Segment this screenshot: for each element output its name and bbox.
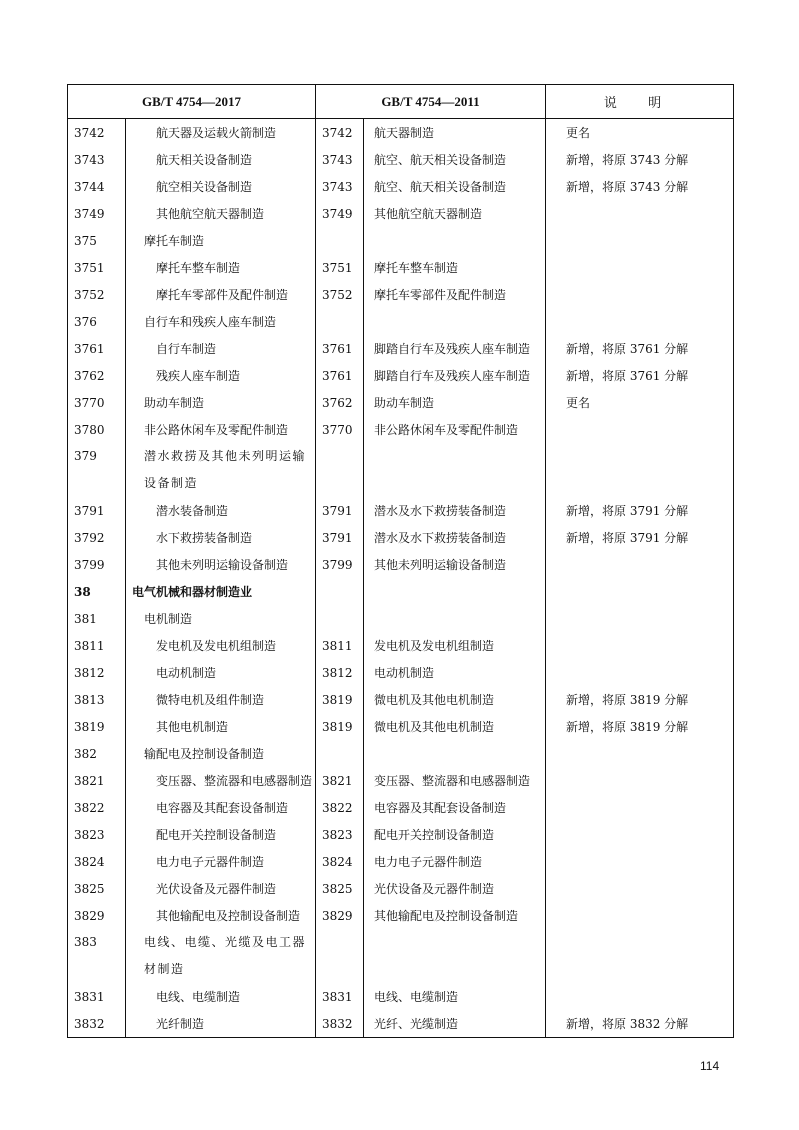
code-2017: 3813 [68,686,126,713]
name-2011: 潜水及水下救捞装备制造 [364,497,546,524]
name-2011: 配电开关控制设备制造 [364,821,546,848]
table-row [68,578,734,605]
name-2017: 光伏设备及元器件制造 [126,875,316,902]
name-2011: 其他未列明运输设备制造 [364,551,546,578]
code-2011: 3749 [316,200,364,227]
note [546,821,734,848]
note [546,605,734,632]
name-2017: 电线、电缆制造 [126,983,316,1010]
name-2011: 潜水及水下救捞装备制造 [364,524,546,551]
table-row [68,983,734,1010]
code-2017: 3791 [68,497,126,524]
table-row [68,281,734,308]
code-2011: 3831 [316,983,364,1010]
name-2011: 其他航空航天器制造 [364,200,546,227]
table-row [68,821,734,848]
name-2011: 助动车制造 [364,389,546,416]
table-row [68,308,734,335]
name-2011: 脚踏自行车及残疾人座车制造 [364,362,546,389]
table-row [68,497,734,524]
name-2017: 电力电子元器件制造 [126,848,316,875]
name-2017: 自行车制造 [126,335,316,362]
name-2017: 航天相关设备制造 [126,146,316,173]
name-2011: 光伏设备及元器件制造 [364,875,546,902]
code-2011: 3821 [316,767,364,794]
header-gbt-2011: GB/T 4754—2011 [316,85,546,119]
name-2011: 其他输配电及控制设备制造 [364,902,546,929]
table-row [68,173,734,200]
note: 新增，将原 3819 分解 [546,713,734,740]
name-2011 [364,443,546,497]
table-row [68,416,734,443]
code-2017: 3742 [68,119,126,147]
note: 新增，将原 3791 分解 [546,524,734,551]
name-2011: 光纤、光缆制造 [364,1010,546,1038]
table-row [68,848,734,875]
code-2017: 3770 [68,389,126,416]
note [546,254,734,281]
name-2011: 航空、航天相关设备制造 [364,146,546,173]
table-body [68,119,734,1038]
header-notes: 说 明 [546,85,734,119]
name-2017: 电机制造 [126,605,316,632]
code-2011: 3812 [316,659,364,686]
note [546,902,734,929]
table-row [68,794,734,821]
code-2011 [316,740,364,767]
note: 新增，将原 3743 分解 [546,146,734,173]
code-2017: 3799 [68,551,126,578]
name-2011: 摩托车整车制造 [364,254,546,281]
code-2011: 3823 [316,821,364,848]
code-2017: 3811 [68,632,126,659]
table-row [68,254,734,281]
note [546,767,734,794]
name-2011: 电力电子元器件制造 [364,848,546,875]
table-row [68,389,734,416]
note: 新增，将原 3761 分解 [546,335,734,362]
name-2017: 自行车和残疾人座车制造 [126,308,316,335]
code-2011: 3761 [316,362,364,389]
code-2011: 3791 [316,497,364,524]
note [546,281,734,308]
code-2017: 3744 [68,173,126,200]
name-2017: 其他航空航天器制造 [126,200,316,227]
code-2017: 381 [68,605,126,632]
table-row [68,686,734,713]
code-2011: 3832 [316,1010,364,1038]
name-2017: 微特电机及组件制造 [126,686,316,713]
name-2011: 航天器制造 [364,119,546,147]
name-2017: 电线、电缆、光缆及电工器材制造 [126,929,316,983]
code-2011: 3743 [316,173,364,200]
note: 更名 [546,389,734,416]
code-2017: 3821 [68,767,126,794]
code-2017: 3761 [68,335,126,362]
code-2011 [316,605,364,632]
table-row [68,551,734,578]
name-2011: 电线、电缆制造 [364,983,546,1010]
note [546,308,734,335]
note [546,740,734,767]
code-2011: 3743 [316,146,364,173]
note [546,443,734,497]
table-row [68,767,734,794]
code-2011: 3825 [316,875,364,902]
table-row [68,632,734,659]
header-gbt-2017: GB/T 4754—2017 [68,85,316,119]
name-2017: 航天器及运载火箭制造 [126,119,316,147]
name-2011: 脚踏自行车及残疾人座车制造 [364,335,546,362]
note: 新增，将原 3743 分解 [546,173,734,200]
name-2017: 电动机制造 [126,659,316,686]
note: 新增，将原 3791 分解 [546,497,734,524]
code-2017: 3824 [68,848,126,875]
code-2011: 3752 [316,281,364,308]
code-2011: 3811 [316,632,364,659]
code-2011 [316,578,364,605]
code-2011: 3762 [316,389,364,416]
table-row [68,659,734,686]
code-2011 [316,929,364,983]
note: 更名 [546,119,734,147]
code-2011: 3761 [316,335,364,362]
name-2017: 其他输配电及控制设备制造 [126,902,316,929]
code-2017: 3822 [68,794,126,821]
name-2017: 摩托车零部件及配件制造 [126,281,316,308]
name-2017: 其他未列明运输设备制造 [126,551,316,578]
name-2011: 非公路休闲车及零配件制造 [364,416,546,443]
note [546,578,734,605]
code-2017: 3751 [68,254,126,281]
comparison-table [67,84,734,1038]
code-2017: 3829 [68,902,126,929]
code-2011: 3791 [316,524,364,551]
code-2011: 3824 [316,848,364,875]
code-2017: 379 [68,443,126,497]
code-2011: 3770 [316,416,364,443]
name-2017: 发电机及发电机组制造 [126,632,316,659]
table-row [68,740,734,767]
name-2017: 助动车制造 [126,389,316,416]
name-2017: 电容器及其配套设备制造 [126,794,316,821]
code-2017: 3780 [68,416,126,443]
table-row [68,713,734,740]
note [546,848,734,875]
note [546,632,734,659]
code-2011: 3819 [316,713,364,740]
code-2017: 38 [68,578,126,605]
name-2011 [364,578,546,605]
code-2017: 376 [68,308,126,335]
name-2011 [364,308,546,335]
table-row [68,146,734,173]
name-2011: 微电机及其他电机制造 [364,713,546,740]
code-2011: 3829 [316,902,364,929]
note [546,416,734,443]
name-2011: 微电机及其他电机制造 [364,686,546,713]
table-row [68,929,734,983]
code-2017: 382 [68,740,126,767]
code-2017: 3825 [68,875,126,902]
code-2011: 3742 [316,119,364,147]
note [546,227,734,254]
code-2017: 3832 [68,1010,126,1038]
code-2017: 3831 [68,983,126,1010]
code-2017: 3762 [68,362,126,389]
code-2017: 3792 [68,524,126,551]
code-2017: 3743 [68,146,126,173]
name-2011 [364,740,546,767]
note: 新增，将原 3761 分解 [546,362,734,389]
code-2017: 3819 [68,713,126,740]
table-row [68,227,734,254]
table-row [68,902,734,929]
code-2011 [316,308,364,335]
comparison-table-container [67,84,733,1038]
name-2017: 非公路休闲车及零配件制造 [126,416,316,443]
table-row [68,443,734,497]
name-2017: 摩托车制造 [126,227,316,254]
name-2017: 潜水救捞及其他未列明运输设备制造 [126,443,316,497]
note: 新增，将原 3832 分解 [546,1010,734,1038]
note [546,200,734,227]
table-row [68,524,734,551]
name-2017: 配电开关控制设备制造 [126,821,316,848]
code-2017: 3823 [68,821,126,848]
code-2011: 3822 [316,794,364,821]
table-header-row [68,85,734,119]
name-2011 [364,605,546,632]
name-2011: 发电机及发电机组制造 [364,632,546,659]
table-row [68,335,734,362]
table-row [68,1010,734,1038]
table-row [68,875,734,902]
code-2011 [316,443,364,497]
code-2017: 383 [68,929,126,983]
name-2011: 摩托车零部件及配件制造 [364,281,546,308]
name-2017: 变压器、整流器和电感器制造 [126,767,316,794]
table-row [68,200,734,227]
name-2011: 航空、航天相关设备制造 [364,173,546,200]
name-2011 [364,929,546,983]
note [546,794,734,821]
name-2017: 输配电及控制设备制造 [126,740,316,767]
note [546,659,734,686]
note [546,551,734,578]
code-2017: 375 [68,227,126,254]
name-2011: 电动机制造 [364,659,546,686]
note [546,983,734,1010]
name-2011 [364,227,546,254]
code-2011 [316,227,364,254]
page-number: 114 [700,1059,720,1073]
table-row [68,119,734,147]
table-row [68,362,734,389]
name-2011: 电容器及其配套设备制造 [364,794,546,821]
name-2017: 潜水装备制造 [126,497,316,524]
table-row [68,605,734,632]
code-2017: 3749 [68,200,126,227]
name-2017: 残疾人座车制造 [126,362,316,389]
name-2017: 电气机械和器材制造业 [126,578,316,605]
note [546,929,734,983]
code-2011: 3751 [316,254,364,281]
name-2011: 变压器、整流器和电感器制造 [364,767,546,794]
name-2017: 其他电机制造 [126,713,316,740]
code-2017: 3752 [68,281,126,308]
code-2011: 3819 [316,686,364,713]
name-2017: 航空相关设备制造 [126,173,316,200]
name-2017: 摩托车整车制造 [126,254,316,281]
code-2017: 3812 [68,659,126,686]
note: 新增，将原 3819 分解 [546,686,734,713]
name-2017: 光纤制造 [126,1010,316,1038]
note [546,875,734,902]
code-2011: 3799 [316,551,364,578]
name-2017: 水下救捞装备制造 [126,524,316,551]
